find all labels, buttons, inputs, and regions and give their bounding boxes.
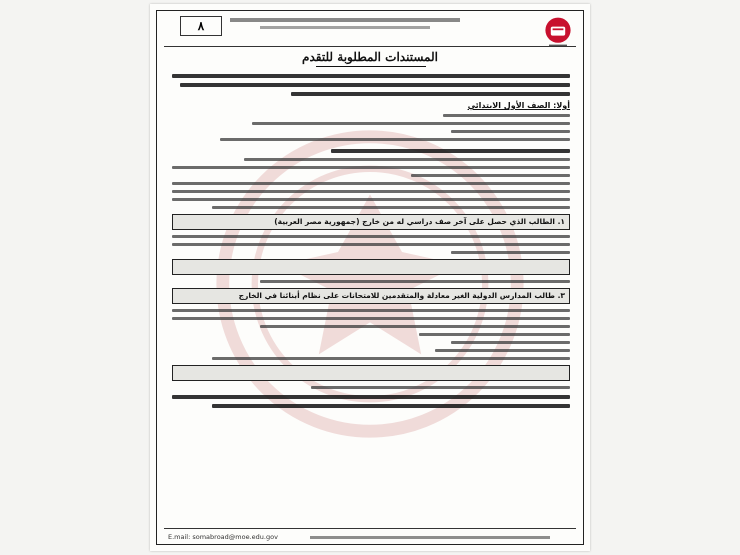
text-line: [411, 174, 570, 177]
footer-rule: [164, 528, 576, 529]
text-line: [172, 198, 570, 201]
section-box-1: ١. الطالب الذي حصل على آخر صف دراسي له من خارج (جمهورية مصر العربية): [172, 214, 570, 230]
page-number: ٨: [180, 16, 222, 36]
text-line: [212, 206, 570, 209]
text-line: [172, 182, 570, 185]
text-line: [244, 158, 570, 161]
document-page: [150, 4, 590, 551]
text-line: [443, 114, 570, 117]
section-title: المستندات المطلوبة للتقدم: [302, 50, 438, 64]
footer-address: [310, 536, 550, 539]
footer-email: E.mail: somabroad@moe.edu.gov: [168, 533, 278, 541]
text-line: [172, 166, 570, 169]
section-box-3: ٣. طالب المدارس الدولية الغير معادلة والمتقدمين للامتحانات على نظام أبنائنا في الخارج: [172, 288, 570, 304]
ministry-logo-icon: [540, 14, 576, 50]
text-line: [212, 404, 570, 408]
header-rule: [164, 46, 576, 47]
header-subtext: [260, 26, 430, 29]
section-box-4: [172, 365, 570, 381]
text-line: [172, 74, 570, 78]
text-line: [451, 251, 570, 254]
text-line: [451, 130, 570, 133]
text-line: [172, 235, 570, 238]
document-body: [172, 74, 570, 413]
text-line: [252, 122, 570, 125]
text-line: [291, 92, 570, 96]
section-box-2: [172, 259, 570, 275]
header-text: [230, 18, 460, 22]
text-line: [172, 395, 570, 399]
text-line: [172, 317, 570, 320]
text-line: [311, 386, 570, 389]
text-line: [435, 349, 570, 352]
text-line: [331, 149, 570, 153]
text-line: [220, 138, 570, 141]
text-line: [172, 309, 570, 312]
title-underline: [316, 66, 426, 67]
text-line: [451, 341, 570, 344]
text-line: [260, 280, 570, 283]
text-line: [419, 333, 570, 336]
text-line: [172, 243, 570, 246]
text-line: [172, 190, 570, 193]
text-line: [180, 83, 570, 87]
text-line: [212, 357, 570, 360]
text-line: [260, 325, 570, 328]
first-heading: أولا: الصف الأول الابتدائي: [467, 101, 570, 110]
